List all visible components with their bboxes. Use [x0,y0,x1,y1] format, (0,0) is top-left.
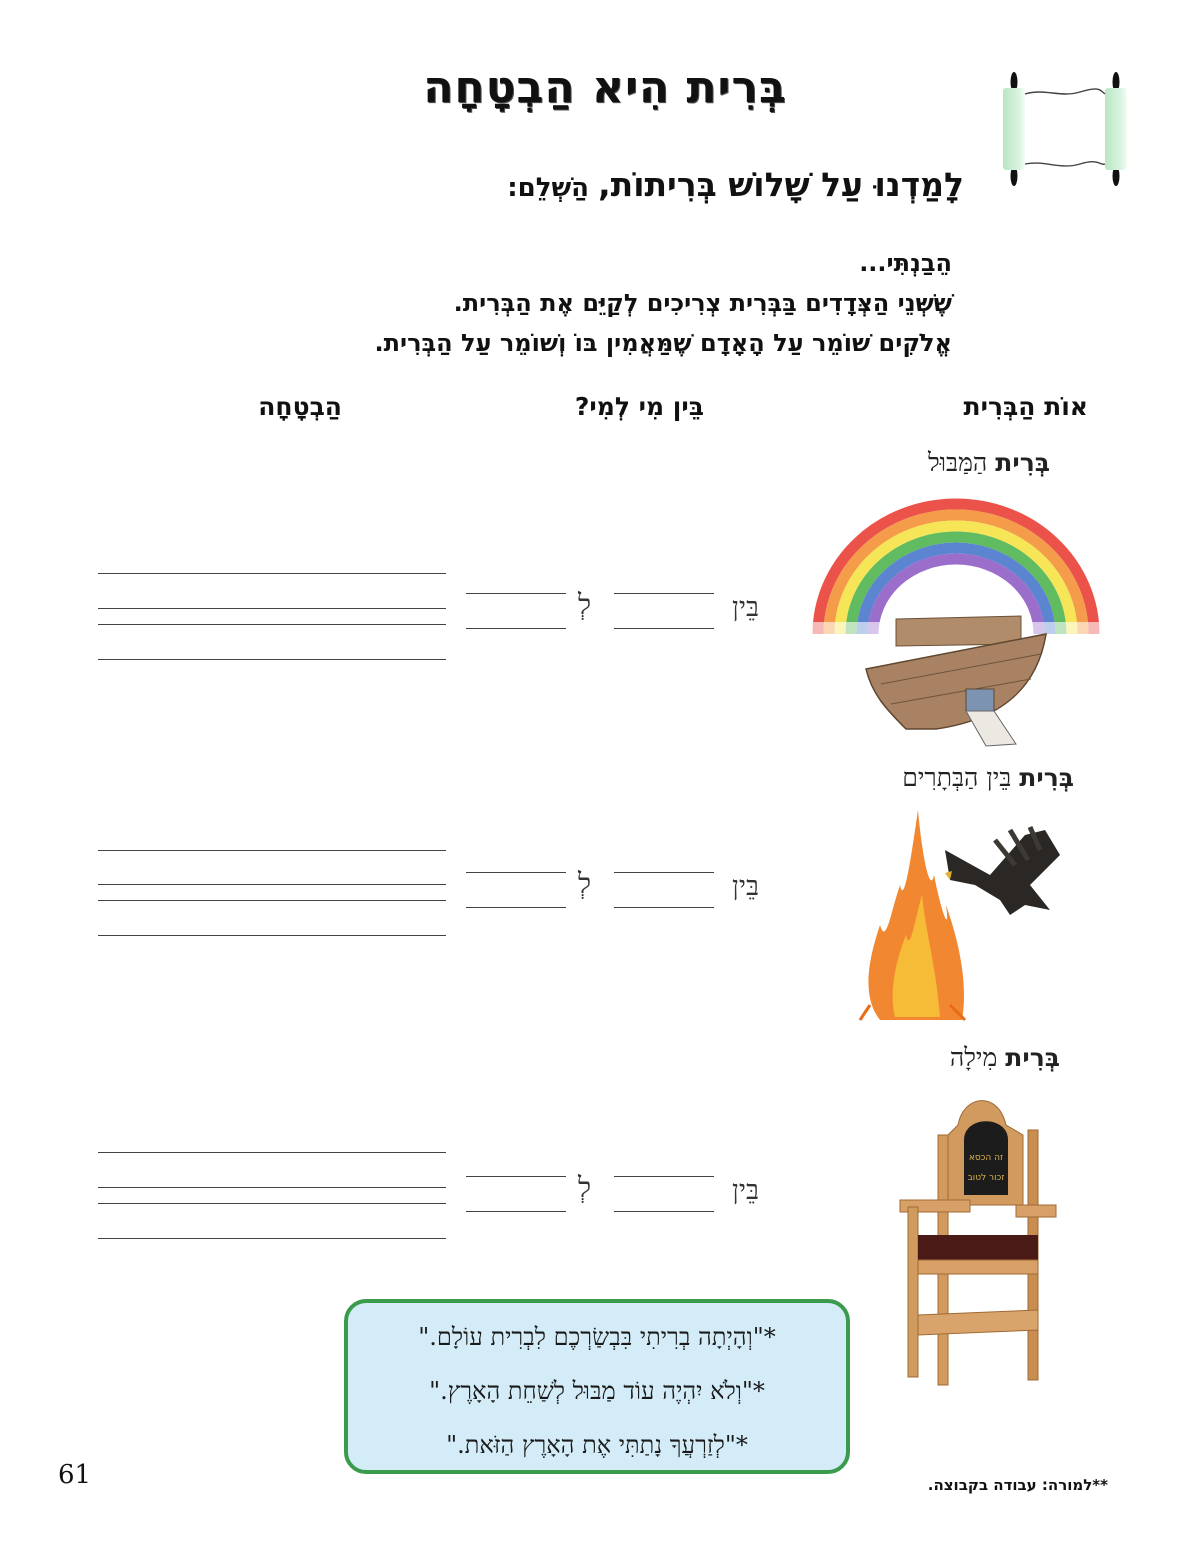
column-header-between: בֵּין מִי לְמִי? [574,392,704,421]
promise-line[interactable] [98,624,446,625]
promise-line[interactable] [98,573,446,574]
label-rest: הַמַּבּוּל [927,448,996,477]
subtitle-main: לָמַדְנוּ עַל שָׁלוֹשׁ בְּרִיתוֹת, [598,165,964,204]
party-blank-2[interactable] [466,872,566,873]
instruction-subtitle [507,165,964,204]
party-blank-1[interactable] [614,593,714,594]
promise-line[interactable] [98,1187,446,1188]
promise-line[interactable] [98,608,446,609]
party-blank-2[interactable] [466,1176,566,1177]
page-title: בְּרִית הִיא הַבְטָחָה [423,62,787,113]
verses-box [344,1299,850,1474]
understood-line-1: שֶׁשְּׁנֵי הַצְּדָדִים בַּבְּרִית צְרִיכִים לְקַיֵּם אֶת הַבְּרִית. [453,289,952,317]
promise-line[interactable] [98,1152,446,1153]
party-blank-2[interactable] [466,628,566,629]
elijah-chair-image [888,1085,1073,1390]
understood-line-2: אֱלֹקִים שׁוֹמֵר עַל הָאָדָם שֶׁמַּאֲמִין בּוֹ וְשׁוֹמֵר עַל הַבְּרִית. [374,329,952,357]
promise-line[interactable] [98,900,446,901]
party-blank-2[interactable] [466,593,566,594]
verse-2: *"וְלֹא יִהְיֶה עוֹד מַבּוּל לְשַׁחֵת הָאָרֶץ." [429,1377,765,1405]
column-header-promise: הַבְטָחָה [258,392,342,421]
party-blank-1[interactable] [614,907,714,908]
promise-line[interactable] [98,884,446,885]
understood-heading: הֵבַנְתִּי... [859,249,952,277]
teacher-note: **למורה: עבודה בקבוצה. [927,1476,1108,1494]
understood-block [375,243,953,363]
svg-text:זכור לטוב: זכור לטוב [967,1173,1005,1183]
to-word: לְ [578,1171,592,1204]
promise-line[interactable] [98,659,446,660]
party-blank-1[interactable] [614,628,714,629]
party-blank-1[interactable] [614,1176,714,1177]
column-header-sign: אוֹת הַבְּרִית [963,392,1088,421]
section-label-milah [950,1043,1060,1073]
between-word: בֵּין [732,871,759,902]
between-word: בֵּין [732,592,759,623]
promise-line[interactable] [98,935,446,936]
label-bold: בְּרִית [995,448,1050,477]
label-rest: מִילָה [949,1043,1006,1072]
verse-3: *"לְזַרְעֲךָ נָתַתִּי אֶת הָאָרֶץ הַזֹּאת." [446,1431,748,1459]
promise-line[interactable] [98,850,446,851]
page-number: 61 [58,1460,92,1490]
party-blank-1[interactable] [614,1211,714,1212]
rainbow-ark-image [806,494,1106,749]
label-bold: בְּרִית [1005,1043,1060,1072]
promise-line[interactable] [98,1203,446,1204]
between-word: בֵּין [732,1175,759,1206]
fire-eagle-image [850,805,1075,1025]
party-blank-2[interactable] [466,1211,566,1212]
label-bold: בְּרִית [1019,763,1074,792]
section-label-bein-habetarim [902,763,1074,793]
promise-line[interactable] [98,1238,446,1239]
svg-text:זה הכסא: זה הכסא [968,1153,1004,1163]
subtitle-complete: הַשְׁלֵם: [507,173,599,203]
party-blank-1[interactable] [614,872,714,873]
to-word: לְ [578,867,592,900]
verse-1: *"וְהָיְתָה בְרִיתִי בִּבְשַׂרְכֶם לִבְרִית עוֹלָם." [418,1323,776,1351]
party-blank-2[interactable] [466,907,566,908]
label-rest: בֵּין הַבְּתָרִים [902,763,1020,792]
torah-scroll-icon [1000,72,1130,187]
section-label-flood [928,448,1050,478]
to-word: לְ [578,588,592,621]
